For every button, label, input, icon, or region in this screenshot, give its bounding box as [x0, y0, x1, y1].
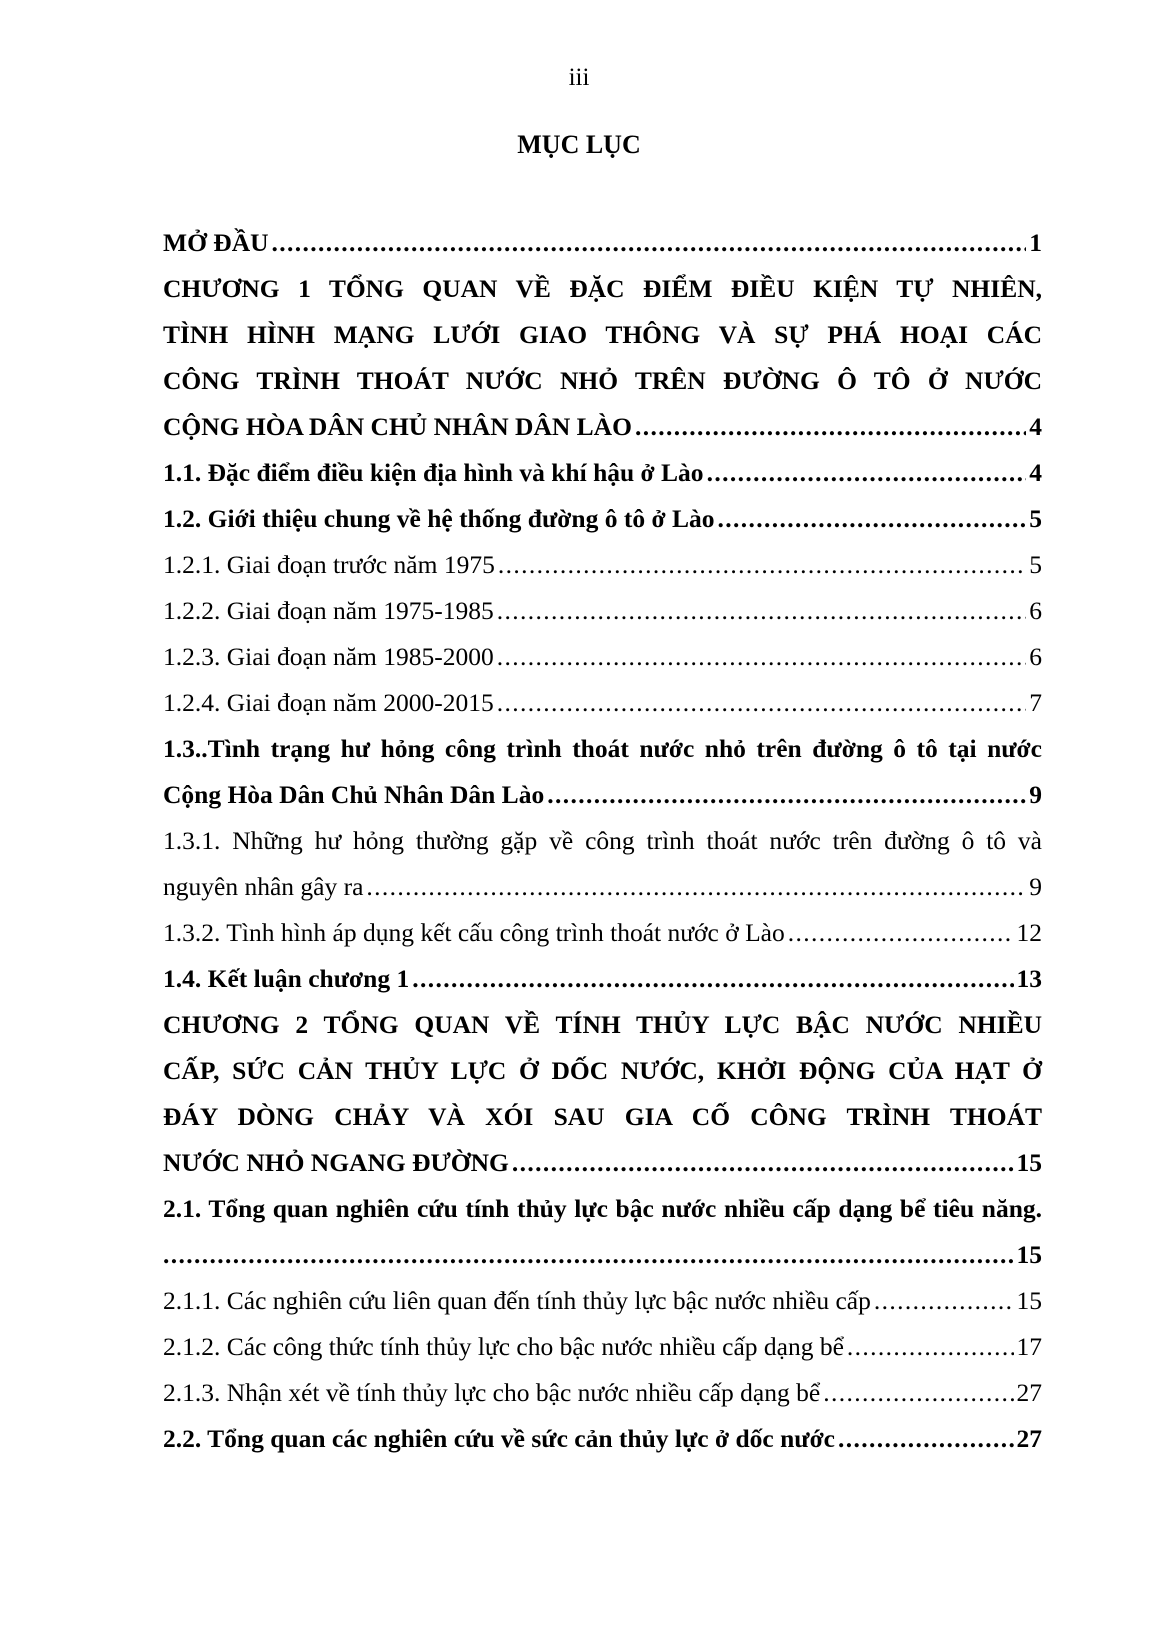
- dot-leader: [412, 956, 1013, 1002]
- toc-entry-text: 1.2. Giới thiệu chung về hệ thống đường ô tô ở Lào: [163, 504, 715, 533]
- toc-entry[interactable]: [163, 1370, 1042, 1416]
- toc-entry-text: 2.2. Tổng quan các nghiên cứu về sức cản thủy lực ở dốc nước: [163, 1424, 836, 1453]
- dot-leader: [823, 1370, 1013, 1416]
- toc-entry[interactable]: [163, 1416, 1042, 1462]
- toc-entry-text: CÔNG TRÌNH THOÁT NƯỚC NHỎ TRÊN ĐƯỜNG Ô TÔ Ở NƯỚC: [163, 366, 1042, 395]
- toc-page-number: 15: [1016, 1286, 1042, 1315]
- toc-entry[interactable]: [163, 496, 1042, 542]
- dot-leader: [497, 680, 1027, 726]
- toc-page-number: 15: [1016, 1148, 1042, 1177]
- page-number: iii: [568, 64, 590, 91]
- toc-page-number: 13: [1016, 964, 1042, 993]
- toc-page-number: 5: [1029, 504, 1042, 533]
- toc-page-number: 12: [1016, 918, 1042, 947]
- toc-page-number: 7: [1029, 688, 1042, 717]
- dot-leader: [847, 1324, 1014, 1370]
- dot-leader: [497, 634, 1027, 680]
- toc-entry-text: 1.1. Đặc điểm điều kiện địa hình và khí hậu ở Lào: [163, 458, 704, 487]
- dot-leader: [366, 864, 1026, 910]
- toc-page-number: 4: [1029, 458, 1042, 487]
- toc-entry-text: 1.3..Tình trạng hư hỏng công trình thoát nước nhỏ trên đường ô tô tại nước: [163, 734, 1042, 763]
- dot-leader: [163, 1232, 1014, 1278]
- toc-entry[interactable]: [163, 220, 1042, 266]
- toc-entry-text: 1.2.3. Giai đoạn năm 1985-2000: [163, 642, 494, 671]
- toc-entry-text: 2.1. Tổng quan nghiên cứu tính thủy lực bậc nước nhiều cấp dạng bể tiêu năng.: [163, 1194, 1042, 1223]
- dot-leader: [788, 910, 1014, 956]
- toc-entry-text: Cộng Hòa Dân Chủ Nhân Dân Lào: [163, 780, 545, 809]
- toc-page-number: 27: [1016, 1378, 1042, 1407]
- toc-entry-text: MỞ ĐẦU: [163, 228, 269, 257]
- toc-entry-text: 1.3.2. Tình hình áp dụng kết cấu công trình thoát nước ở Lào: [163, 918, 785, 947]
- toc-entry-text: 1.2.1. Giai đoạn trước năm 1975: [163, 550, 495, 579]
- toc-entry-text: CỘNG HÒA DÂN CHỦ NHÂN DÂN LÀO: [163, 412, 632, 441]
- toc-page-number: 5: [1029, 550, 1042, 579]
- toc-page-number: 27: [1016, 1424, 1042, 1453]
- toc-entry-text: CHƯƠNG 2 TỔNG QUAN VỀ TÍNH THỦY LỰC BẬC NƯỚC NHIỀU: [163, 1010, 1042, 1039]
- toc-entry-text: ĐÁY DÒNG CHẢY VÀ XÓI SAU GIA CỐ CÔNG TRÌNH THOÁT: [163, 1102, 1042, 1131]
- toc-page-number: 6: [1029, 642, 1042, 671]
- toc-entry[interactable]: [163, 680, 1042, 726]
- toc-entry-text: CẤP, SỨC CẢN THỦY LỰC Ở DỐC NƯỚC, KHỞI ĐỘNG CỦA HẠT Ở: [163, 1056, 1042, 1085]
- toc-entry[interactable]: [163, 956, 1042, 1002]
- toc-entry-text: 1.2.4. Giai đoạn năm 2000-2015: [163, 688, 494, 717]
- toc-entry-text: CHƯƠNG 1 TỔNG QUAN VỀ ĐẶC ĐIỂM ĐIỀU KIỆN TỰ NHIÊN,: [163, 274, 1042, 303]
- dot-leader: [498, 542, 1026, 588]
- toc-page-number: 9: [1029, 872, 1042, 901]
- dot-leader: [838, 1416, 1013, 1462]
- toc-entry-text: 1.4. Kết luận chương 1: [163, 964, 410, 993]
- dot-leader: [717, 496, 1026, 542]
- toc-entry[interactable]: [163, 542, 1042, 588]
- toc-title: MỤC LỤC: [517, 130, 641, 159]
- dot-leader: [635, 404, 1026, 450]
- toc-entry-text: 2.1.1. Các nghiên cứu liên quan đến tính thủy lực bậc nước nhiều cấp: [163, 1286, 871, 1315]
- dot-leader: [272, 220, 1027, 266]
- toc-entry[interactable]: [163, 266, 1042, 450]
- toc-page-number: 9: [1029, 780, 1042, 809]
- toc-entry[interactable]: [163, 910, 1042, 956]
- toc-page-number: 6: [1029, 596, 1042, 625]
- toc-entry[interactable]: [163, 726, 1042, 818]
- toc-entry[interactable]: [163, 588, 1042, 634]
- toc-entry-text: 2.1.2. Các công thức tính thủy lực cho bậc nước nhiều cấp dạng bể: [163, 1332, 844, 1361]
- toc-entry[interactable]: [163, 1324, 1042, 1370]
- toc-entry[interactable]: [163, 450, 1042, 496]
- dot-leader: [874, 1278, 1014, 1324]
- dot-leader: [512, 1140, 1014, 1186]
- toc-page-number: 15: [1016, 1240, 1042, 1269]
- toc-entry-text: nguyên nhân gây ra: [163, 872, 364, 901]
- toc-entry-text: 2.1.3. Nhận xét về tính thủy lực cho bậc nước nhiều cấp dạng bể: [163, 1378, 821, 1407]
- toc-entry-text: NƯỚC NHỎ NGANG ĐƯỜNG: [163, 1148, 509, 1177]
- toc-entry-text: 1.2.2. Giai đoạn năm 1975-1985: [163, 596, 494, 625]
- toc-entry[interactable]: [163, 1278, 1042, 1324]
- dot-leader: [547, 772, 1026, 818]
- toc-entry[interactable]: [163, 1002, 1042, 1186]
- table-of-contents: [163, 220, 1042, 1462]
- toc-entry[interactable]: [163, 634, 1042, 680]
- toc-entry-text: 1.3.1. Những hư hỏng thường gặp về công trình thoát nước trên đường ô tô và: [163, 826, 1042, 855]
- toc-entry[interactable]: [163, 818, 1042, 910]
- toc-page-number: 4: [1029, 412, 1042, 441]
- toc-entry-text: TÌNH HÌNH MẠNG LƯỚI GIAO THÔNG VÀ SỰ PHÁ HOẠI CÁC: [163, 320, 1042, 349]
- dot-leader: [497, 588, 1027, 634]
- toc-page-number: 1: [1029, 228, 1042, 257]
- toc-entry[interactable]: [163, 1186, 1042, 1278]
- toc-page-number: 17: [1016, 1332, 1042, 1361]
- dot-leader: [707, 450, 1027, 496]
